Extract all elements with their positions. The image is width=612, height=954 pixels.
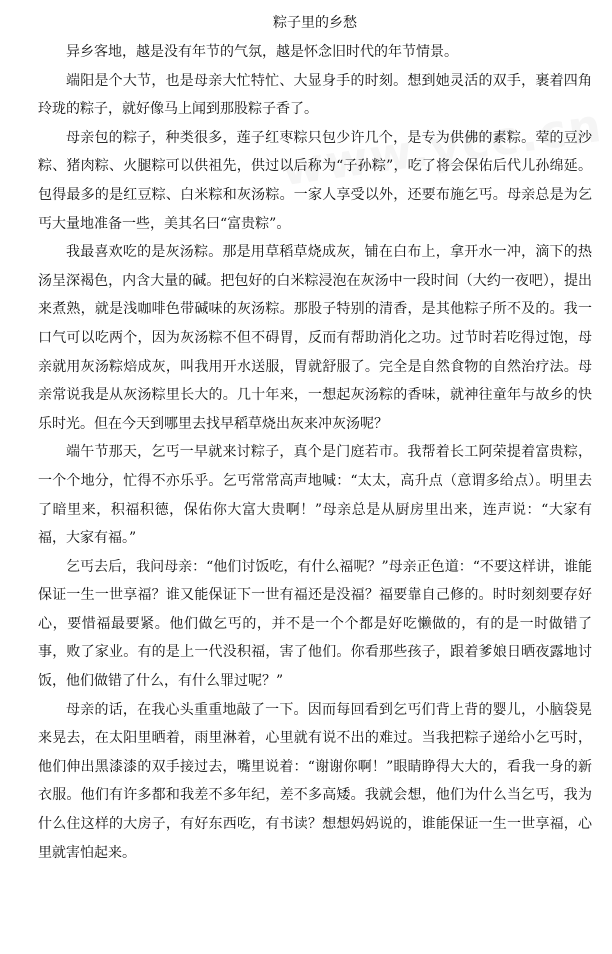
page-title: 粽子里的乡愁: [273, 15, 357, 31]
paragraph-1: 异乡客地，越是没有年节的气氛，越是怀念旧时代的年节情景。: [66, 44, 458, 60]
paragraph-2: 端阳是个大节，也是母亲大忙特忙、大显身手的时刻。想到她灵活的双手，裹着四角玲珑的粽子，就好像马上闻到那股粽子香了。: [38, 72, 592, 118]
paragraph-7: 母亲的话，在我心头重重地敲了一下。因而每回看到乞丐们背上背的婴儿，小脑袋晃来晃去，在太阳里晒着，雨里淋着，心里就有说不出的难过。当我把粽子递给小乞丐时，他们伸出黑漆漆的双手接过去，嘴里说着：“谢谢你啊！”眼睛睁得大大的，看我一身的新衣服。他们有许多都和我差不多年纪，差不多高矮。我就会想，他们为什么当乞丐，我为什么住这样的大房子，有好东西吃，有书读？想想妈妈说的，谁能保证一生一世享福，心里就害怕起来。: [38, 701, 592, 861]
paragraph-3: 母亲包的粽子，种类很多，莲子红枣粽只包少许几个，是专为供佛的素粽。荤的豆沙粽、猪肉粽、火腿粽可以供祖先，供过以后称为“子孙粽”，吃了将会保佑后代儿孙绵延。包得最多的是红豆粽、白米粽和灰汤粽。一家人享受以外，还要布施乞丐。母亲总是为乞丐大量地准备一些，美其名曰“富贵粽”。: [38, 129, 592, 232]
paragraph-5: 端午节那天，乞丐一早就来讨粽子，真个是门庭若市。我帮着长工阿荣提着富贵粽，一个个地分，忙得不亦乐乎。乞丐常常高声地喊：“太太，高升点（意谓多给点）。明里去了暗里来，积福积德，保佑你大富大贵啊！”母亲总是从厨房里出来，连声说：“大家有福，大家有福。”: [38, 444, 592, 547]
paragraph-6: 乞丐去后，我问母亲：“他们讨饭吃，有什么福呢？”母亲正色道：“不要这样讲，谁能保证一生一世享福？谁又能保证下一世有福还是没福？福要靠自己修的。时时刻刻要存好心，要惜福最要紧。他们做乞丐的，并不是一个个都是好吃懒做的，有的是一时做错了事，败了家业。有的是上一代没积福，害了他们。你看那些孩子，跟着爹娘日晒夜露地讨饭，他们做错了什么，有什么罪过呢？”: [38, 558, 592, 690]
paragraph-4: 我最喜欢吃的是灰汤粽。那是用草稻草烧成灰，铺在白布上，拿开水一冲，滴下的热汤呈深褐色，内含大量的碱。把包好的白米粽浸泡在灰汤中一段时间（大约一夜吧），提出来煮熟，就是浅咖啡色带碱味的灰汤粽。那股子特别的清香，是其他粽子所不及的。我一口气可以吃两个，因为灰汤粽不但不碍胃，反而有帮助消化之功。过节时若吃得过饱，母亲就用灰汤粽焙成灰，叫我用开水送服，胃就舒服了。完全是自然食物的自然治疗法。母亲常说我是从灰汤粽里长大的。几十年来，一想起灰汤粽的香味，就神往童年与故乡的快乐时光。但在今天到哪里去找早稻草烧出灰来冲灰汤呢？: [38, 244, 592, 432]
